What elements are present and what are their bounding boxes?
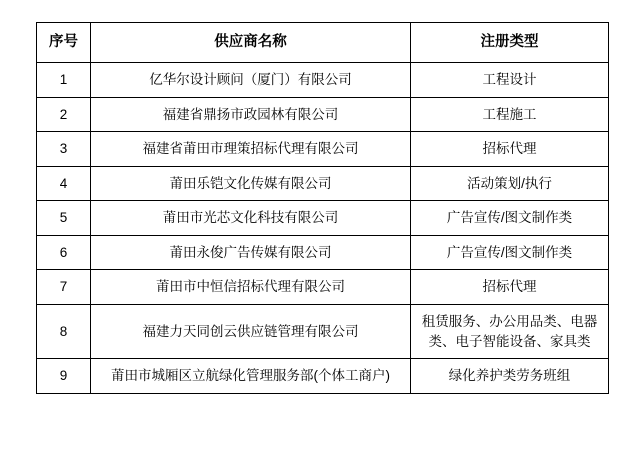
cell-supplier-name: 莆田永俊广告传媒有限公司	[91, 235, 411, 270]
cell-index: 5	[37, 201, 91, 236]
cell-index: 2	[37, 97, 91, 132]
cell-index: 4	[37, 166, 91, 201]
cell-supplier-name: 莆田市中恒信招标代理有限公司	[91, 270, 411, 305]
cell-index: 1	[37, 63, 91, 98]
cell-registration-type: 广告宣传/图文制作类	[411, 201, 609, 236]
table-row	[37, 359, 609, 394]
cell-index: 6	[37, 235, 91, 270]
supplier-table	[36, 22, 609, 394]
cell-supplier-name: 福建力天同创云供应链管理有限公司	[91, 304, 411, 358]
table-body	[37, 63, 609, 394]
column-header-registration-type: 注册类型	[411, 23, 609, 63]
cell-supplier-name: 莆田市光芯文化科技有限公司	[91, 201, 411, 236]
table-row	[37, 201, 609, 236]
cell-registration-type: 广告宣传/图文制作类	[411, 235, 609, 270]
table-row	[37, 304, 609, 358]
cell-supplier-name: 福建省莆田市理策招标代理有限公司	[91, 132, 411, 167]
cell-index: 9	[37, 359, 91, 394]
cell-supplier-name: 福建省鼎扬市政园林有限公司	[91, 97, 411, 132]
table-header	[37, 23, 609, 63]
cell-index: 3	[37, 132, 91, 167]
table-header-row	[37, 23, 609, 63]
cell-index: 7	[37, 270, 91, 305]
table-row	[37, 132, 609, 167]
cell-registration-type: 招标代理	[411, 132, 609, 167]
cell-supplier-name: 亿华尔设计顾问（厦门）有限公司	[91, 63, 411, 98]
cell-registration-type: 租赁服务、办公用品类、电器类、电子智能设备、家具类	[411, 304, 609, 358]
cell-registration-type: 活动策划/执行	[411, 166, 609, 201]
cell-supplier-name: 莆田市城厢区立航绿化管理服务部(个体工商户)	[91, 359, 411, 394]
column-header-index: 序号	[37, 23, 91, 63]
cell-registration-type: 招标代理	[411, 270, 609, 305]
table-row	[37, 166, 609, 201]
table-row	[37, 63, 609, 98]
cell-registration-type: 绿化养护类劳务班组	[411, 359, 609, 394]
column-header-supplier-name: 供应商名称	[91, 23, 411, 63]
cell-index: 8	[37, 304, 91, 358]
table-row	[37, 97, 609, 132]
cell-supplier-name: 莆田乐铠文化传媒有限公司	[91, 166, 411, 201]
cell-registration-type: 工程设计	[411, 63, 609, 98]
table-row	[37, 270, 609, 305]
table-row	[37, 235, 609, 270]
cell-registration-type: 工程施工	[411, 97, 609, 132]
